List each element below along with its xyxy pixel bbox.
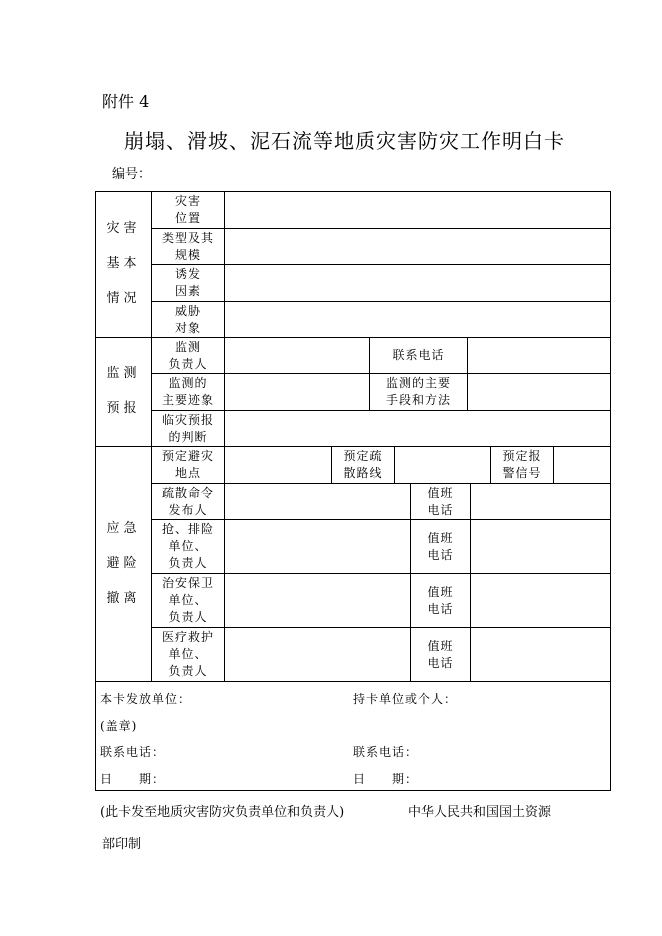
section-label-emergency: 应急 避险 撤离 <box>106 521 141 606</box>
field-label-security-unit: 治安保卫 单位、 负责人 <box>161 576 214 624</box>
field-label-duty-phone: 值班 电话 <box>427 638 454 670</box>
section-label-monitoring: 监测 预报 <box>106 366 141 416</box>
page-title: 崩塌、滑坡、泥石流等地质灾害防灾工作明白卡 <box>124 129 565 153</box>
ministry-line-2: 部印制 <box>102 837 142 852</box>
field-label-contact-phone: 联系电话 <box>392 348 445 362</box>
field-label-rescue-unit: 抢、排险 单位、 负责人 <box>161 522 214 570</box>
field-label-duty-phone: 值班 电话 <box>427 485 454 517</box>
field-label-shelter-site: 预定避灾 地点 <box>161 449 214 480</box>
attachment-label: 附件 4 <box>102 92 150 111</box>
serial-number-label: 编号： <box>112 167 152 182</box>
holder-phone-label: 联系电话： <box>353 745 419 759</box>
field-label-duty-phone: 值班 电话 <box>427 530 454 562</box>
field-label-type-scale: 类型及其 规模 <box>161 230 214 262</box>
field-label-medical-unit: 医疗救护 单位、 负责人 <box>161 630 214 678</box>
field-label-order-issuer: 疏散命令 发布人 <box>161 485 214 517</box>
section-label-disaster: 灾害 基本 情况 <box>106 221 141 306</box>
seal-label: (盖章) <box>100 719 138 733</box>
field-label-judgment: 临灾预报 的判断 <box>161 412 214 444</box>
field-label-threat: 威胁 对象 <box>174 303 201 335</box>
field-label-location: 灾害 位置 <box>174 194 201 225</box>
field-label-duty-phone: 值班 电话 <box>427 584 454 616</box>
holder-date-label: 日 期： <box>353 772 419 786</box>
field-label-main-signs: 监测的 主要迹象 <box>161 376 214 407</box>
holder-label: 持卡单位或个人： <box>353 692 458 706</box>
ministry-line-1: 中华人民共和国国土资源 <box>408 805 552 820</box>
field-label-trigger: 诱发 因素 <box>174 267 201 298</box>
issuer-date-label: 日 期： <box>100 772 166 786</box>
issuer-label: 本卡发放单位： <box>100 692 192 706</box>
field-label-monitor-person: 监测 负责人 <box>168 339 208 371</box>
field-label-main-methods: 监测的主要 手段和方法 <box>385 376 451 407</box>
field-label-evac-route: 预定疏 散路线 <box>343 449 383 480</box>
issuer-phone-label: 联系电话： <box>100 745 166 759</box>
field-label-alarm-signal: 预定报 警信号 <box>502 449 542 480</box>
distribution-note: (此卡发至地质灾害防灾负责单位和负责人) <box>100 805 345 820</box>
